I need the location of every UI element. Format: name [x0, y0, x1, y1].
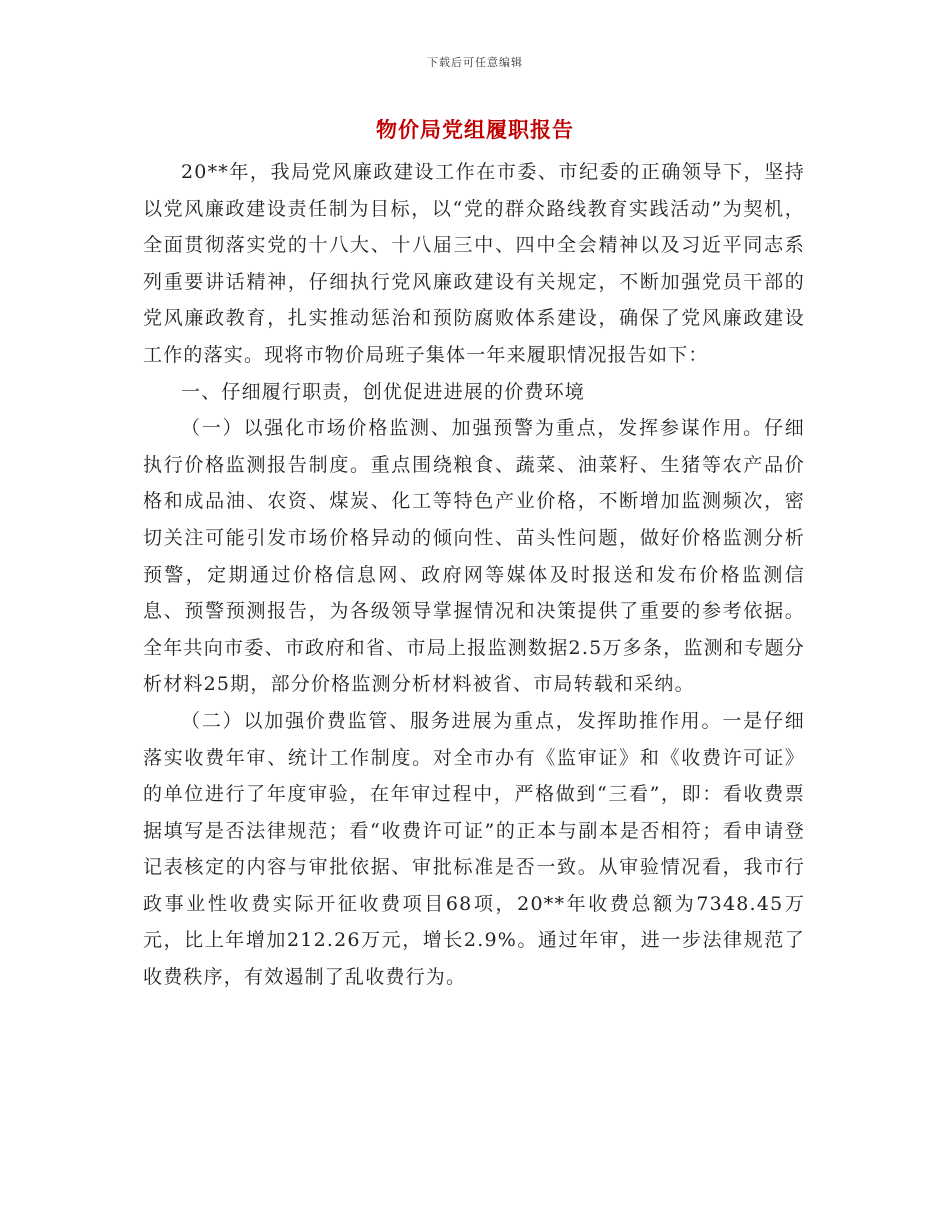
header-note: 下载后可任意编辑 — [427, 56, 523, 69]
document-body — [143, 154, 805, 996]
paragraph-intro: 20**年，我局党风廉政建设工作在市委、市纪委的正确领导下，坚持以党风廉政建设责任制为目标，以“党的群众路线教育实践活动”为契机，全面贯彻落实党的十八大、十八届三中、四中全会精神以及习近平同志系列重要讲话精神，仔细执行党风廉政建设有关规定，不断加强党员干部的党风廉政教育，扎实推动惩治和预防腐败体系建设，确保了党风廉政建设工作的落实。现将市物价局班子集体一年来履职情况报告如下： — [143, 161, 805, 366]
paragraph-fee-supervision: （二）以加强价费监管、服务进展为重点，发挥助推作用。一是仔细落实收费年审、统计工作制度。对全市办有《监审证》和《收费许可证》的单位进行了年度审验，在年审过程中，严格做到“三看”，即：看收费票据填写是否法律规范；看“收费许可证”的正本与副本是否相符；看申请登记表核定的内容与审批依据、审批标准是否一致。从审验情况看，我市行政事业性收费实际开征收费项目68项，20**年收费总额为7348.45万元，比上年增加212.26万元，增长2.9%。通过年审，进一步法律规范了收费秩序，有效遏制了乱收费行为。 — [143, 709, 805, 989]
section-heading-1: 一、仔细履行职责，创优促进进展的价费环境 — [181, 380, 586, 403]
document-title: 物价局党组履职报告 — [376, 117, 574, 142]
paragraph-price-monitoring: （一）以强化市场价格监测、加强预警为重点，发挥参谋作用。仔细执行价格监测报告制度。重点围绕粮食、蔬菜、油菜籽、生猪等农产品价格和成品油、农资、煤炭、化工等特色产业价格，不断增加监测频次，密切关注可能引发市场价格异动的倾向性、苗头性问题，做好价格监测分析预警，定期通过价格信息网、政府网等媒体及时报送和发布价格监测信息、预警预测报告，为各级领导掌握情况和决策提供了重要的参考依据。全年共向市委、市政府和省、市局上报监测数据2.5万多条，监测和专题分析材料25期，部分价格监测分析材料被省、市局转载和采纳。 — [143, 417, 805, 696]
